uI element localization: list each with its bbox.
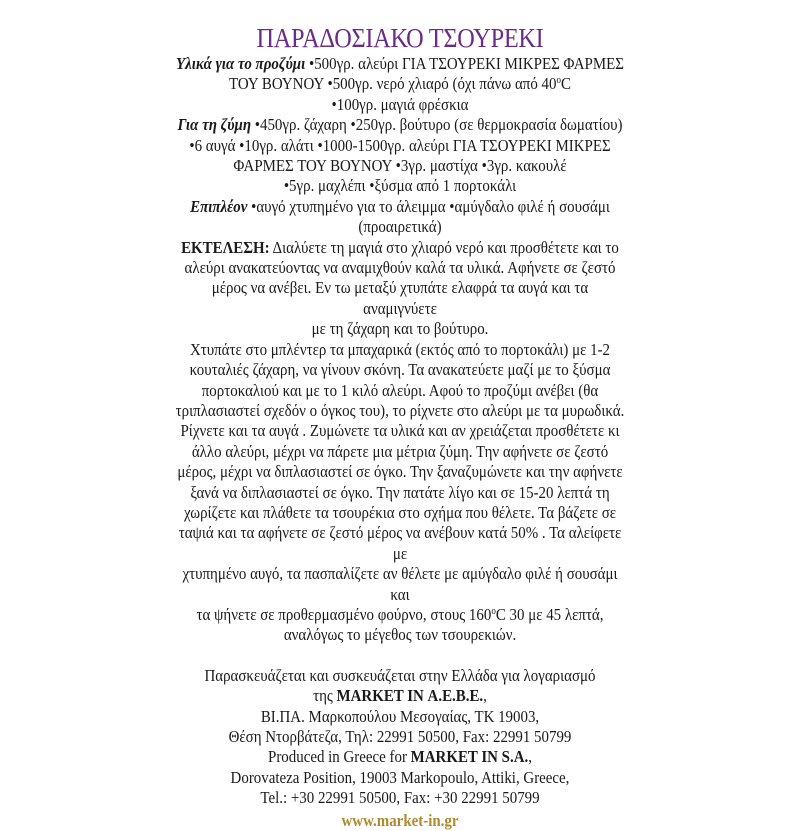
text-span: •450γρ. ζάχαρη •250γρ. βούτυρο (σε θερμοκρασία δωματίου)	[251, 115, 623, 135]
text-span: ,	[528, 747, 532, 767]
degree-mark: o	[556, 75, 561, 87]
text-line: ταψιά και τα αφήνετε σε ζεστό μέρος να ανέβουν κατά 50% . Τα αλείφετε με	[178, 523, 622, 563]
text-line: Tel.: +30 22991 50500, Fax: +30 22991 50799	[260, 788, 540, 808]
text-span: C 30 με 45 λεπτά,	[495, 604, 604, 624]
text-line: •100γρ. μαγιά φρέσκια	[331, 94, 469, 114]
text-line: Dorovateza Position, 19003 Markopoulo, Attiki, Greece,	[230, 767, 570, 787]
text-line: •6 αυγά •10γρ. αλάτι •1000-1500γρ. αλεύρι ΓΙΑ ΤΣΟΥΡΕΚΙ ΜΙΚΡΕΣ	[189, 135, 611, 155]
text-line: μέρος να ανέβει. Εν τω μεταξύ χτυπάτε ελαφρά τα αυγά και τα αναμιγνύετε	[211, 278, 589, 318]
text-line: τριπλασιαστεί σχεδόν ο όγκος του), το ρίχνετε στο αλεύρι με τα μυρωδικά.	[175, 400, 625, 420]
text-line: άλλο αλεύρι, μέχρι να πάρετε μια μέτρια ζύμη. Την αφήνετε σε ζεστό	[191, 441, 609, 461]
website-link[interactable]: www.market-in.gr	[341, 810, 459, 830]
text-span: ΤΟΥ ΒΟΥΝΟΥ •500γρ. νερό χλιαρό (όχι πάνω από 40	[229, 74, 557, 94]
company-name-en: MARKET IN S.A.	[410, 747, 529, 767]
text-line	[175, 74, 625, 94]
text-line: •500γρ. αλεύρι ΓΙΑ ΤΣΟΥΡΕΚΙ ΜΙΚΡΕΣ ΦΑΡΜΕΣ	[305, 54, 624, 73]
dough-ingredients-label: Υλικά για το προζύμι	[176, 54, 306, 73]
spacer	[175, 646, 625, 666]
text-span: τα ψήνετε σε προθερμασμένο φούρνο, στους 160	[196, 604, 492, 624]
text-line: χτυπημένο αυγό, τα πασπαλίζετε αν θέλετε με αμύγδαλο φιλέ ή σουσάμι και	[182, 564, 618, 604]
main-ingredients-line	[175, 115, 625, 135]
text-span: •αυγό χτυπημένο για το άλειμμα •αμύγδαλο φιλέ ή σουσάμι	[247, 196, 610, 216]
text-line: αλεύρι ανακατεύοντας να αναμιχθούν καλά τα υλικά. Αφήνετε σε ζεστό	[184, 258, 616, 278]
text-line: (προαιρετικά)	[358, 217, 442, 237]
method-label: ΕΚΤΕΛΕΣΗ:	[181, 237, 270, 257]
text-line: με τη ζάχαρη και το βούτυρο.	[311, 319, 489, 339]
page-title: ΠΑΡΑΔΟΣΙΑΚΟ ΤΣΟΥΡΕΚΙ	[256, 23, 544, 53]
text-line: •5γρ. μαχλέπι •ξύσμα από 1 πορτοκάλι	[283, 176, 517, 196]
method-line	[175, 238, 625, 258]
text-span: Διαλύετε τη μαγιά στο χλιαρό νερό και προσθέτετε και το	[269, 237, 619, 257]
text-line: Θέση Ντορβάτεζα, Τηλ: 22991 50500, Fax: 22991 50799	[228, 727, 572, 746]
manufacturer-info	[175, 666, 625, 831]
text-line	[175, 686, 625, 706]
text-line: Ρίχνετε και τα αυγά . Ζυμώνετε τα υλικά και αν χρειάζεται προσθέτετε κι	[180, 421, 620, 441]
text-line: αναλόγως το μέγεθος των τσουρεκιών.	[283, 625, 517, 645]
text-line	[175, 747, 625, 767]
degree-mark: o	[491, 605, 496, 617]
text-span: Produced in Greece for	[268, 747, 411, 767]
text-line: πορτοκαλιού και με το 1 κιλό αλεύρι. Αφού το προζύμι ανέβει (θα	[201, 380, 599, 400]
company-name-gr: MARKET IN Α.Ε.Β.Ε.	[336, 686, 484, 706]
dough-ingredients-line	[175, 54, 625, 74]
text-line: κουταλιές ζάχαρη, να γίνουν σκόνη. Τα ανακατεύετε μαζί με το ξύσμα	[189, 360, 611, 380]
label-text	[175, 22, 625, 831]
text-line: ΦΑΡΜΕΣ ΤΟΥ ΒΟΥΝΟΥ •3γρ. μαστίχα •3γρ. κακουλέ	[233, 156, 567, 176]
text-span: C	[560, 74, 571, 94]
text-span: ,	[483, 686, 487, 706]
main-ingredients-label: Για τη ζύμη	[177, 115, 252, 135]
text-line: ΒΙ.ΠΑ. Μαρκοπούλου Μεσογαίας, ΤΚ 19003,	[260, 706, 540, 726]
text-line: Χτυπάτε στο μπλέντερ τα μπαχαρικά (εκτός από το πορτοκάλι) με 1-2	[189, 339, 611, 359]
text-line	[175, 605, 625, 625]
text-line: μέρος, μέχρι να διπλασιαστεί σε όγκο. Την ξαναζυμώνετε και την αφήνετε	[177, 462, 623, 482]
extra-line	[175, 197, 625, 217]
extra-label: Επιπλέον	[190, 196, 248, 216]
text-line: Παρασκευάζεται και συσκευάζεται στην Ελλάδα για λογαριασμό	[204, 665, 596, 685]
text-line: χωρίζετε και πλάθετε τα τσουρέκια στο σχήμα που θέλετε. Τα βάζετε σε	[183, 502, 617, 522]
text-line: ξανά να διπλασιαστεί σε όγκο. Την πατάτε λίγο και σε 15-20 λεπτά τη	[190, 482, 610, 502]
text-span: της	[313, 686, 337, 706]
